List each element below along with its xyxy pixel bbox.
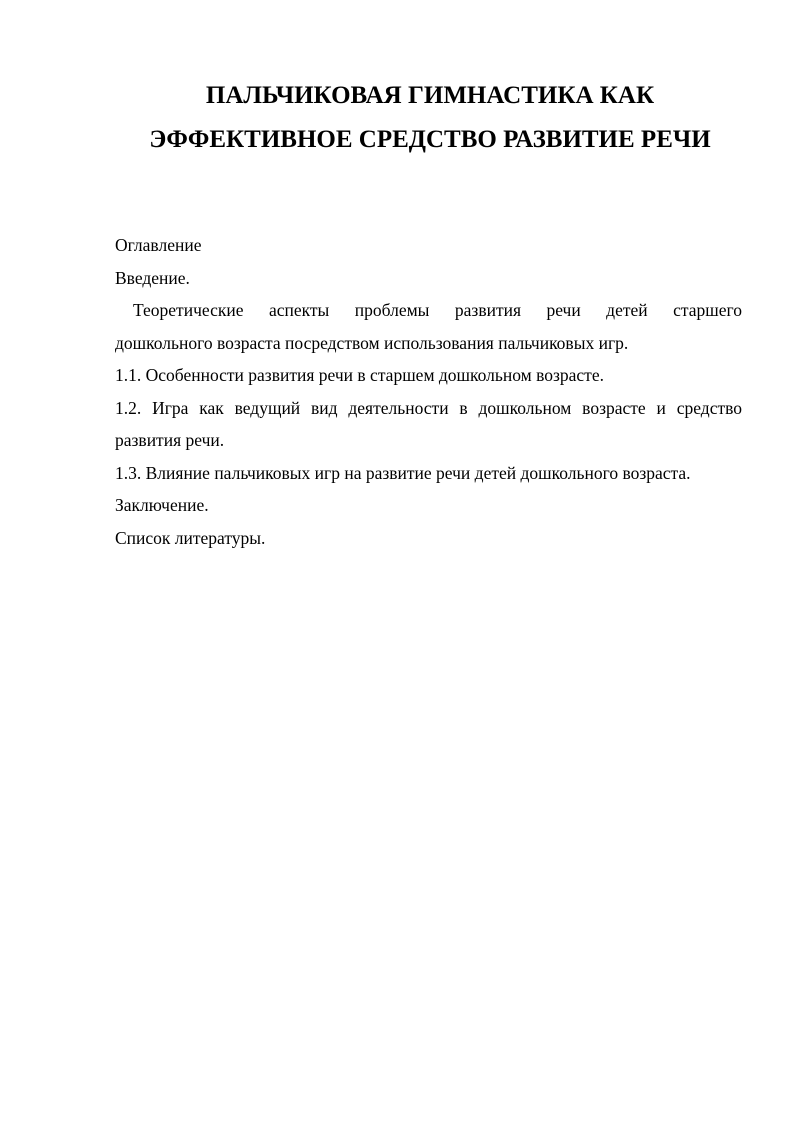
toc-heading: Оглавление (115, 235, 202, 255)
toc-item-chapter-1-line-1: Теоретические аспекты проблемы развития речи детей старшего (133, 300, 742, 320)
toc-item-introduction: Введение. (115, 267, 190, 288)
toc-item-conclusion: Заключение. (115, 495, 209, 515)
table-of-contents (115, 229, 742, 554)
document-title (60, 74, 800, 162)
title-line-1: ПАЛЬЧИКОВАЯ ГИМНАСТИКА КАК (205, 82, 655, 109)
toc-item-section-1-2-line-1: 1.2. Игра как ведущий вид деятельности в дошкольном возрасте и средство (115, 397, 742, 418)
toc-item-section-1-3: 1.3. Влияние пальчиковых игр на развитие речи детей дошкольного возраста. (115, 462, 691, 483)
toc-item-chapter-1-line-2: дошкольного возраста посредством использования пальчиковых игр. (115, 332, 629, 353)
toc-item-section-1-2-line-2: развития речи. (115, 430, 225, 450)
toc-item-references: Список литературы. (115, 527, 266, 548)
title-line-2: ЭФФЕКТИВНОЕ СРЕДСТВО РАЗВИТИЕ РЕЧИ (149, 126, 711, 153)
toc-item-section-1-1: 1.1. Особенности развития речи в старшем дошкольном возрасте. (115, 365, 604, 385)
